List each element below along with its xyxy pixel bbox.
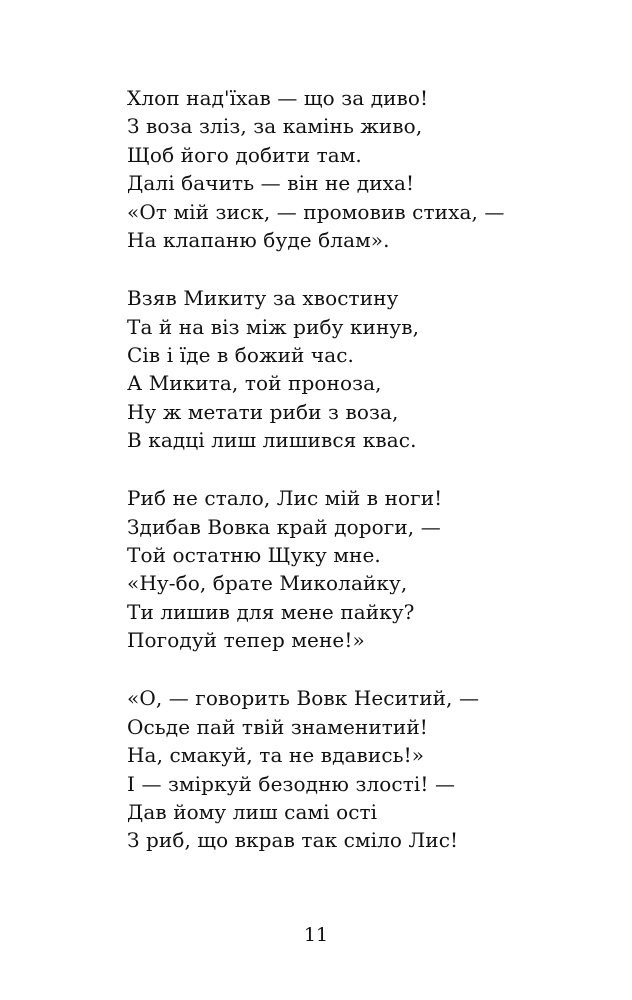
stanza-1 [127, 84, 587, 254]
stanza-2 [127, 284, 587, 454]
page-number: 11 [303, 924, 329, 946]
stanza-4 [127, 684, 587, 854]
poem-line: Здибав Вовка край дороги, — [127, 514, 441, 539]
poem-line: В кадці лиш лишився квас. [127, 428, 417, 453]
poem-line: Щоб його добити там. [127, 142, 362, 167]
poem-line: Сів і їде в божий час. [127, 342, 354, 367]
stanza-3 [127, 484, 587, 654]
poem-line: На, смакуй, та не вдавись!» [127, 743, 425, 768]
poem-line: Погодуй тепер мене!» [127, 628, 365, 653]
poem-line: Ну ж метати риби з воза, [127, 399, 399, 424]
poem-line: З воза зліз, за камінь живо, [127, 114, 423, 139]
poem-line: З риб, що вкрав так сміло Лис! [127, 828, 459, 853]
poem-line: «От мій зиск, — промовив стиха, — [127, 199, 505, 224]
poem-line: Хлоп над'їхав — що за диво! [127, 86, 429, 110]
poem-line: Дав йому лиш самі ості [127, 799, 378, 824]
poem [127, 84, 587, 885]
poem-line: А Микита, той проноза, [127, 371, 382, 396]
poem-line: І — зміркуй безодню злості! — [127, 771, 456, 796]
poem-line: На клапаню буде блам». [127, 227, 390, 252]
poem-line: Та й на віз між рибу кинув, [127, 314, 420, 339]
poem-line: Ти лишив для мене пайку? [127, 599, 415, 624]
poem-line: Осьде пай твій знаменитий! [127, 714, 428, 739]
poem-line: Взяв Микиту за хвостину [127, 286, 399, 311]
poem-line: Той остатню Щуку мне. [127, 543, 381, 568]
poem-line: «О, — говорить Вовк Неситий, — [127, 686, 480, 711]
poem-line: «Ну-бо, брате Миколайку, [127, 571, 408, 596]
poem-line: Далі бачить — він не диха! [127, 171, 415, 196]
poem-line: Риб не стало, Лис мій в ноги! [127, 486, 443, 511]
